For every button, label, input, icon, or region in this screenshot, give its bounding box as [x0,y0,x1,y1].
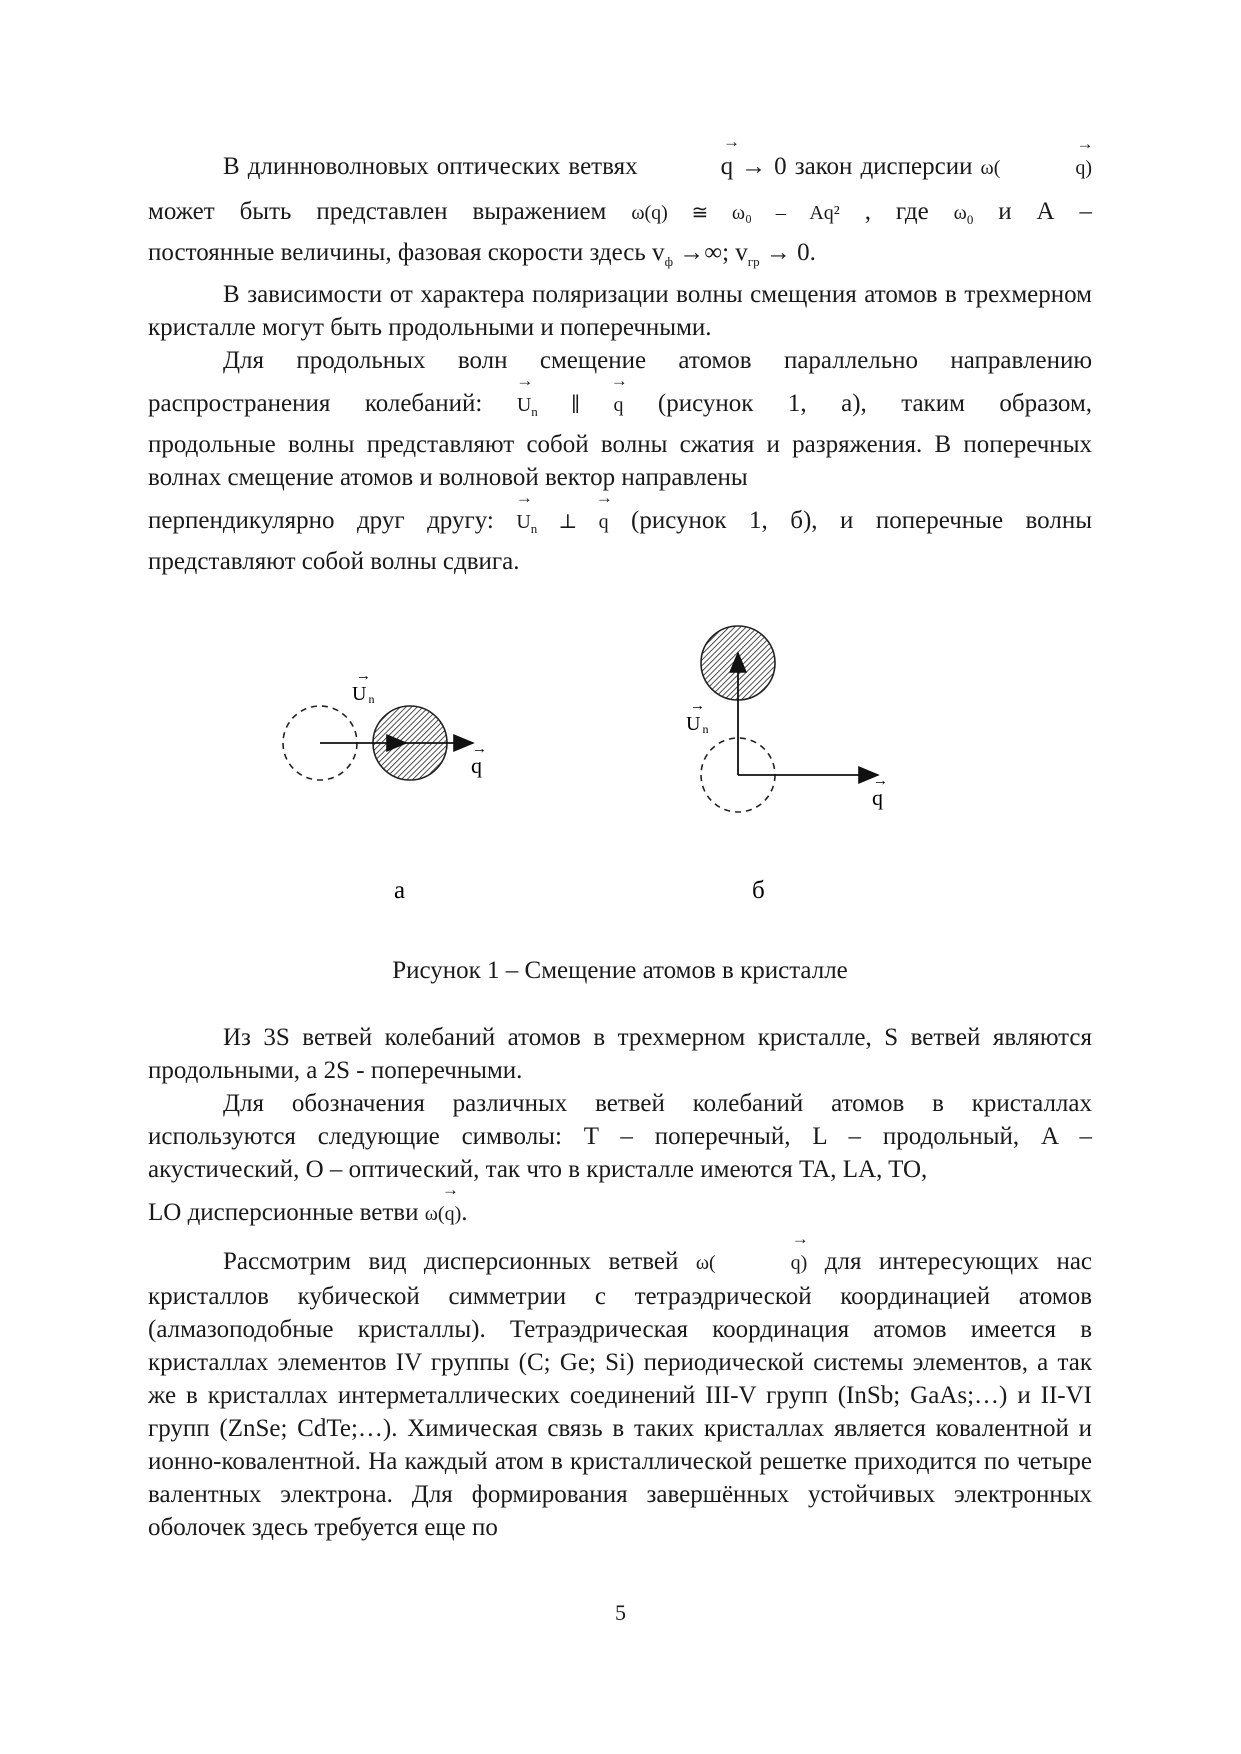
paragraph-2: В зависимости от характера поляризации волны смещения атомов в трехмерном кристалле могут быть продольными и поперечными. [148,281,1092,341]
arrow-glyph-q-a: → [472,741,487,757]
figure-a-longitudinal [283,668,487,780]
figure-1-drawing [148,608,1092,938]
label-q-b: q [872,785,883,810]
parallel-relation: → $U_n$ ∥ → q [517,394,624,416]
omega-q-formula-2: ω(→ q) [425,1203,462,1225]
paragraph-6: Рассмотрим вид дисперсионных ветвей ω(→ q) для интересующих нас кристаллов кубической симметрии с тетраэдрической координацией атомов (алмазоподобные кристаллы). Тетраэдрическая координация атомов имеется в кристаллах элементов IV группы (C; Ge; Si) периодической системы элементов, а так же в кристаллах интерметаллических соединений III-V групп (InSb; GaAs;…) и II-VI групп (ZnSe; CdTe;…). Химическая связь в таких кристаллах является ковалентной и ионно-ковалентной. На каждый атом в кристаллической решетке приходится по четыре валентных электрона. Для формирования завершённых устойчивых электронных оболочек здесь требуется еще по [148,1245,1092,1544]
arrow-glyph-un-a: → [356,668,371,684]
vector-q: → q [646,150,734,183]
paragraph-3-line-3: продольные волны представляют собой волны сжатия и разряжения. В поперечных волнах смещение атомов и волновой вектор направлены [148,431,1092,491]
figure-caption: Рисунок 1 – Смещение атомов в кристалле [392,957,848,984]
dispersion-formula: ω(q) ≅ ω₀ – Aq² [631,202,840,224]
paragraph-4: Из 3S ветвей колебаний атомов в трехмерном кристалле, S ветвей являются продольными, а 2S - поперечными. [148,1024,1092,1084]
paragraph-1-line-1: В длинноволновых оптических ветвях → q → 0 закон дисперсии ω(→ q) [148,150,1092,185]
paragraph-3-line-6: представляют собой волны сдвига. [148,548,520,575]
figure-b-transverse [686,626,888,812]
omega-q-formula-3: ω(→ q) [696,1252,808,1274]
paragraph-3-line-1: Для продольных волн смещение атомов параллельно направлению [223,347,1092,374]
paragraph-5: Для обозначения различных ветвей колебаний атомов в кристаллах используются следующие символы: T – поперечный, L – продольный, A – акустический, O – оптический, так что в кристалле имеются TA, LA, TO, [148,1090,1092,1183]
figure-label-a: а [394,877,406,904]
figure-label-b: б [752,877,765,904]
omega-q-formula: ω(→ q) [981,157,1093,179]
figure-1 [148,608,1092,938]
perpendicular-relation: → $U_n$ ⊥ → q [516,511,608,533]
label-q-a: q [471,753,482,778]
arrow-glyph-un-b: → [690,698,705,714]
label-un-a: Un [352,683,375,706]
page-number: 5 [615,1600,626,1625]
paragraph-3-line-2: распространения колебаний: → $U_n$ ∥ → q (рисунок 1, а), таким образом, [148,387,1092,428]
arrow-glyph-q-b: → [873,773,888,789]
paragraph-5-last-line: LO дисперсионные ветви ω(→ q). [148,1196,1092,1231]
label-un-b: Un [686,713,709,736]
paragraph-3-line-5: перпендикулярно друг другу: → $U_n$ ⊥ → q (рисунок 1, б), и поперечные волны [148,504,1092,545]
paragraph-1-line-2: может быть представлен выражением ω(q) ≅ ω₀ – Aq² , где $\omega_0$ и А – [148,198,1093,227]
paragraph-1-line-3: постоянные величины, фазовая скорости здесь $v_ф$ →∞; $v_{гр} \to 0$. [148,239,816,269]
document-page [148,150,1092,1544]
omega0-symbol: $\omega_0$ [953,202,974,227]
